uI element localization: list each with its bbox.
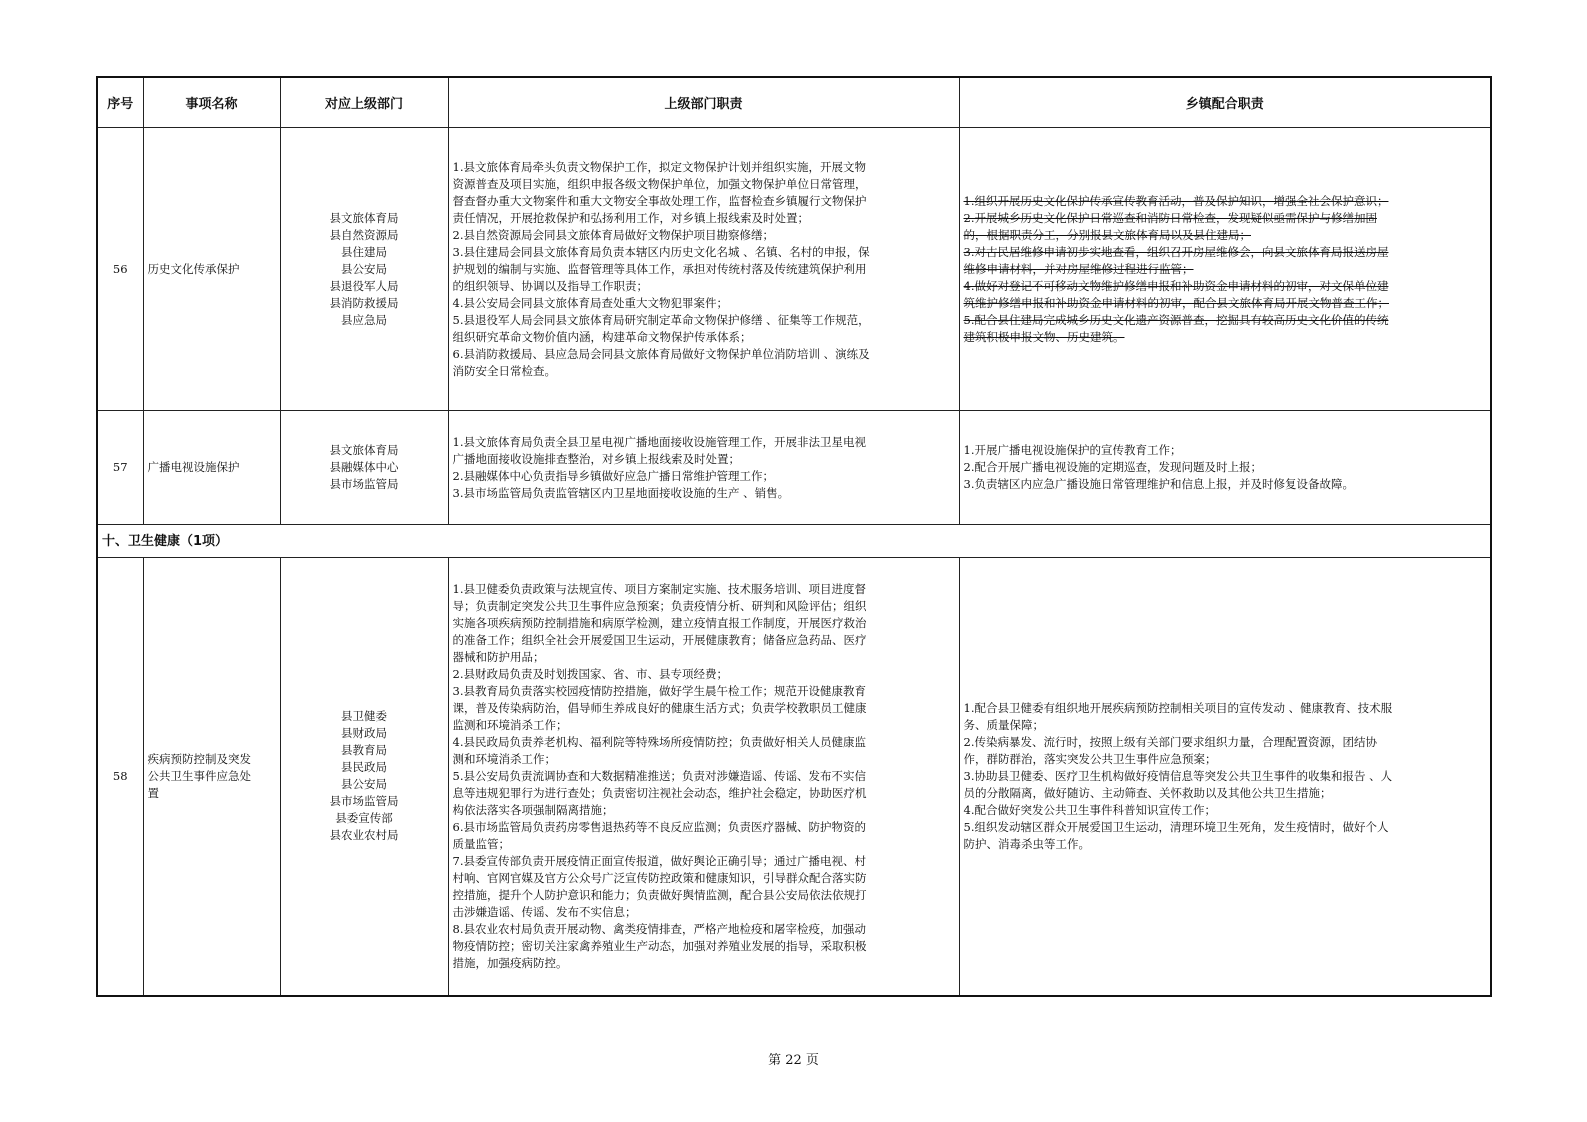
duty-line: 4.做好对登记不可移动文物维护修缮申报和补助资金申请材料的初审，对文保单位建: [963, 278, 1389, 293]
duty-line: 措施，加强疫病防控。: [452, 955, 568, 970]
table-row: [97, 128, 1491, 411]
dept-line: 县市场监管局: [329, 477, 399, 491]
duty-line: 5.县退役军人局会同县文旅体育局研究制定革命文物保护修缮 、征集等工作规范，: [452, 312, 870, 327]
duty-line: 2.开展城乡历史文化保护日常巡查和消防日常检查，发现疑似亟需保护与修缮加固: [963, 210, 1377, 225]
duty-line: 5.配合县住建局完成城乡历史文化遗产资源普查，挖掘具有较高历史文化价值的传统: [963, 312, 1389, 327]
duty-line: 4.县民政局负责养老机构、福利院等特殊场所疫情防控；负责做好相关人员健康监: [452, 734, 866, 749]
duty-line: 监测和环境消杀工作；: [452, 717, 568, 732]
town-duties-struck: [959, 128, 1491, 411]
duty-line: 2.县财政局负责及时划拨国家、省、市、县专项经费；: [452, 666, 728, 681]
duty-line: 7.县委宣传部负责开展疫情正面宣传报道，做好舆论正确引导；通过广播电视、村: [452, 853, 866, 868]
dept-line: 县民政局: [341, 760, 387, 775]
upper-departments: [280, 128, 448, 411]
dept-line: 县文旅体育局: [329, 443, 399, 457]
name-line: 置: [147, 785, 159, 800]
dept-line: 县委宣传部: [335, 811, 393, 826]
duty-line: 4.县公安局会同县文旅体育局查处重大文物犯罪案件；: [452, 295, 728, 310]
duty-line: 4.配合做好突发公共卫生事件科普知识宣传工作；: [963, 802, 1216, 817]
duty-line: 1.县卫健委负责政策与法规宣传、项目方案制定实施、技术服务培训、项目进度督: [452, 581, 866, 596]
duty-line: 2.县融媒体中心负责指导乡镇做好应急广播日常维护管理工作；: [452, 468, 774, 483]
upper-departments: [280, 558, 448, 996]
upper-duties: [448, 558, 959, 996]
page-number: 第 22 页: [768, 1053, 819, 1068]
duty-line: 击涉嫌造谣、传谣、发布不实信息；: [452, 904, 637, 919]
item-name: [143, 558, 280, 996]
dept-line: 县自然资源局: [329, 227, 399, 242]
dept-line: 县公安局: [341, 777, 387, 792]
row-number: 58: [97, 558, 143, 996]
duty-line: 5.县公安局负责流调协查和大数据精准推送；负责对涉嫌造谣、传谣、发布不实信: [452, 768, 866, 783]
duty-line: 3.协助县卫健委、医疗卫生机构做好疫情信息等突发公共卫生事件的收集和报告 、人: [963, 768, 1393, 783]
duty-line: 2.县自然资源局会同县文旅体育局做好文物保护项目勘察修缮；: [452, 227, 774, 242]
duty-line: 督查督办重大文物案件和重大文物安全事故处理工作，监督检查乡镇履行文物保护: [452, 193, 867, 208]
duty-line: 护规划的编制与实施、监督管理等具体工作，承担对传统村落及传统建筑保护利用: [452, 261, 867, 276]
name-line: 公共卫生事件应急处: [147, 768, 251, 783]
duty-line: 器械和防护用品；: [452, 649, 545, 664]
upper-duties: [448, 128, 959, 411]
duty-line: 3.负责辖区内应急广播设施日常管理维护和信息上报，并及时修复设备故障。: [963, 477, 1354, 491]
dept-line: 县卫健委: [341, 709, 387, 724]
row-number: 56: [97, 128, 143, 411]
dept-line: 县农业农村局: [329, 828, 399, 843]
duty-line: 物疫情防控；密切关注家禽养殖业生产动态，加强对养殖业发展的指导，采取积极: [452, 938, 867, 953]
duty-line: 6.县市场监管局负责药房零售退热药等不良反应监测；负责医疗器械、防护物资的: [452, 819, 866, 834]
duty-line: 1.开展广播电视设施保护的宣传教育工作；: [963, 443, 1182, 457]
town-duties: [959, 411, 1491, 525]
duty-line: 测和环境消杀工作；: [452, 751, 556, 766]
header-upper-duties: 上级部门职责: [448, 77, 959, 128]
duty-line: 2.配合开展广播电视设施的定期巡查，发现问题及时上报；: [963, 460, 1262, 474]
duty-line: 5.组织发动辖区群众开展爱国卫生运动，清理环境卫生死角，发生疫情时，做好个人: [963, 819, 1389, 834]
dept-line: 县消防救援局: [329, 295, 399, 310]
dept-line: 县财政局: [341, 726, 387, 741]
upper-departments: [280, 411, 448, 525]
duty-line: 作，群防群治，落实突发公共卫生事件应急预案；: [963, 751, 1217, 766]
header-item-name: 事项名称: [143, 77, 280, 128]
duty-line: 组织研究革命文物价值内涵，构建革命文物保护传承体系；: [452, 329, 752, 344]
duty-line: 3.对古民居维修申请初步实地查看，组织召开房屋维修会，向县文旅体育局报送房屋: [963, 244, 1389, 259]
dept-line: 县应急局: [341, 312, 387, 327]
duty-line: 3.县住建局会同县文旅体育局负责本辖区内历史文化名城 、名镇、名村的申报，保: [452, 244, 870, 259]
duty-line: 村响、官网官媒及官方公众号广泛宣传防控政策和健康知识，引导群众配合落实防: [452, 870, 867, 885]
dept-line: 县融媒体中心: [329, 460, 399, 474]
duty-line: 8.县农业农村局负责开展动物、禽类疫情排查，严格产地检疫和屠宰检疫，加强动: [452, 921, 866, 936]
duty-line: 维修申请材料，并对房屋维修过程进行监管；: [963, 261, 1194, 276]
duty-line: 责任情况，开展抢救保护和弘扬利用工作，对乡镇上报线索及时处置；: [452, 210, 809, 225]
header-no: 序号: [97, 77, 143, 128]
dept-line: 县住建局: [341, 244, 387, 259]
duty-line: 质量监管；: [452, 836, 510, 851]
duty-line: 建筑积极申报文物、历史建筑。: [963, 329, 1125, 344]
duty-line: 员的分散隔离，做好随访、主动筛查、关怀救助以及其他公共卫生措施；: [963, 785, 1332, 800]
item-name: 历史文化传承保护: [143, 128, 280, 411]
dept-line: 县文旅体育局: [329, 210, 399, 225]
duty-line: 1.组织开展历史文化保护传承宣传教育活动，普及保护知识，增强全社会保护意识；: [963, 193, 1389, 208]
duty-line: 课，普及传染病防治，倡导师生养成良好的健康生活方式；负责学校教职员工健康: [452, 700, 867, 715]
header-town-duties: 乡镇配合职责: [959, 77, 1491, 128]
dept-line: 县教育局: [341, 743, 387, 758]
duty-line: 务、质量保障；: [963, 717, 1044, 732]
section-title: 十、卫生健康（1项）: [97, 525, 1491, 558]
header-row: [97, 77, 1491, 128]
name-line: 疾病预防控制及突发: [147, 751, 251, 766]
duty-line: 消防安全日常检查。: [452, 363, 556, 378]
duty-line: 6.县消防救援局、县应急局会同县文旅体育局做好文物保护单位消防培训 、演练及: [452, 346, 870, 361]
duty-line: 构依法落实各项强制隔离措施；: [452, 802, 614, 817]
duty-line: 3.县市场监管局负责监管辖区内卫星地面接收设施的生产 、销售。: [452, 485, 790, 500]
duty-line: 控措施，提升个人防护意识和能力；负责做好舆情监测，配合县公安局依法依规打: [452, 887, 867, 902]
duty-line: 1.配合县卫健委有组织地开展疾病预防控制相关项目的宣传发动 、健康教育、技术服: [963, 700, 1393, 715]
duty-line: 导；负责制定突发公共卫生事件应急预案；负责疫情分析、研判和风险评估；组织: [452, 598, 867, 613]
table-row: [97, 558, 1491, 996]
duties-table: [96, 76, 1492, 997]
duty-line: 防护、消毒杀虫等工作。: [963, 836, 1090, 851]
duty-line: 2.传染病暴发、流行时，按照上级有关部门要求组织力量，合理配置资源，团结协: [963, 734, 1377, 749]
dept-line: 县退役军人局: [329, 278, 399, 293]
duty-line: 息等违规犯罪行为进行查处；负责密切注视社会动态，维护社会稳定，协助医疗机: [452, 785, 867, 800]
duty-line: 的，根据职责分工，分别报县文旅体育局以及县住建局；: [963, 227, 1251, 242]
duty-line: 广播地面接收设施排查整治，对乡镇上报线索及时处置；: [452, 451, 740, 466]
duty-line: 实施各项疾病预防控制措施和病原学检测，建立疫情直报工作制度，开展医疗救治: [452, 615, 867, 630]
upper-duties: [448, 411, 959, 525]
row-number: 57: [97, 411, 143, 525]
duty-line: 筑维护修缮申报和补助资金申请材料的初审，配合县文旅体育局开展文物普查工作；: [963, 295, 1389, 310]
duty-line: 的准备工作；组织全社会开展爱国卫生运动，开展健康教育；储备应急药品、医疗: [452, 632, 867, 647]
section-row: [97, 525, 1491, 558]
duty-line: 1.县文旅体育局牵头负责文物保护工作，拟定文物保护计划并组织实施，开展文物: [452, 159, 866, 174]
dept-line: 县公安局: [341, 261, 387, 276]
duty-line: 1.县文旅体育局负责全县卫星电视广播地面接收设施管理工作，开展非法卫星电视: [452, 434, 866, 449]
header-upper-dept: 对应上级部门: [280, 77, 448, 128]
duty-line: 的组织领导、协调以及指导工作职责；: [452, 278, 648, 293]
table-row: [97, 411, 1491, 525]
dept-line: 县市场监管局: [329, 794, 399, 809]
item-name: 广播电视设施保护: [143, 411, 280, 525]
duty-line: 资源普查及项目实施，组织申报各级文物保护单位，加强文物保护单位日常管理，: [452, 176, 867, 191]
duty-line: 3.县教育局负责落实校园疫情防控措施，做好学生晨午检工作；规范开设健康教育: [452, 683, 866, 698]
town-duties: [959, 558, 1491, 996]
